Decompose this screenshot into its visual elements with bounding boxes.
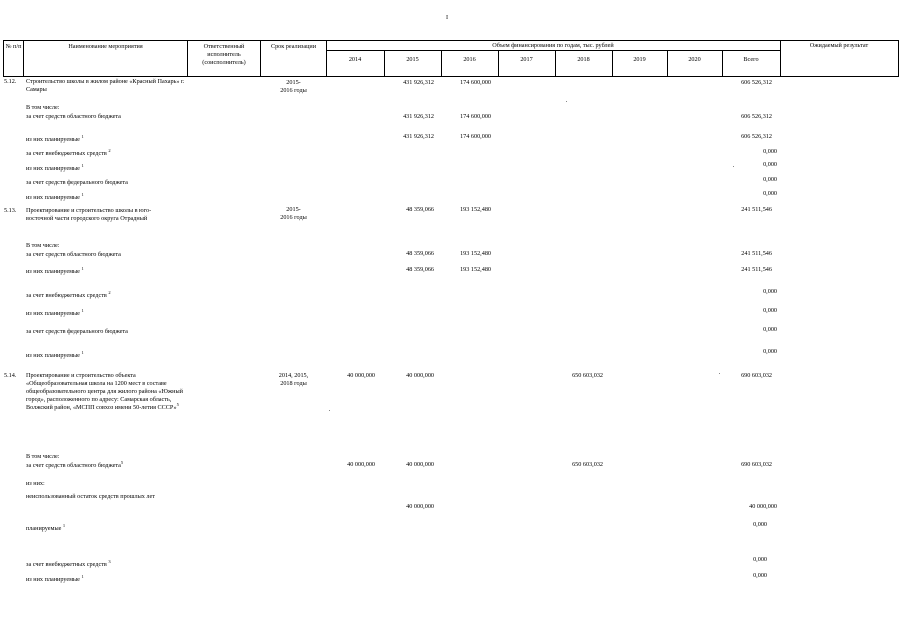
footnote-1: 1 [62, 523, 66, 528]
row-513-l2-2015: 48 359,066 [406, 266, 434, 273]
footnote-1: 1 [81, 266, 84, 271]
row-513-l5: за счет средств федерального бюджета [26, 328, 128, 335]
row-513-l6-text: из них планируемые [26, 352, 80, 359]
row-512-l6 [26, 194, 84, 202]
row-513-l3-total: 0,000 [763, 288, 777, 295]
row-512-num: 5.12. [4, 78, 17, 85]
row-513-l2-text: из них планируемые [26, 268, 80, 275]
row-514-name-text: Проектирование и строительство объекта «Общеобразовательная школа на 1200 мест в составе общеобразовательного центра для жилого района «Южный город», расположенного по адресу: Самарская область, Волжский район, «МСПП совхоз имени 50-летия СССР» [26, 372, 183, 411]
row-512-l2-2016: 174 600,000 [460, 133, 491, 140]
row-512-2015: 431 926,312 [403, 79, 434, 86]
footnote-3: 3 [108, 559, 111, 564]
row-514-l5-total: 0,000 [753, 556, 767, 563]
row-514-l1-2015: 40 000,000 [406, 461, 434, 468]
row-513-l3-text: за счет внебюджетных средств [26, 292, 107, 299]
row-514-l6 [26, 576, 84, 584]
row-514-2014: 40 000,000 [347, 372, 375, 379]
row-512-l1-2016: 174 600,000 [460, 113, 491, 120]
row-513-total: 241 511,546 [741, 206, 772, 213]
row-514-l6-total: 0,000 [753, 572, 767, 579]
footnote-2: 2 [108, 148, 111, 153]
row-512-l3-total: 0,000 [763, 148, 777, 155]
year-2020: 2020 [688, 56, 701, 63]
row-513-term: 2015- 2016 годы [280, 206, 307, 221]
row-514-l3-2015: 40 000,000 [406, 503, 434, 510]
row-513-2016: 193 152,480 [460, 206, 491, 213]
year-2014: 2014 [348, 56, 362, 63]
scan-speck [719, 373, 720, 374]
footnote-1: 1 [81, 134, 84, 139]
row-514-l1-2018: 650 603,032 [572, 461, 603, 468]
scan-speck [733, 166, 734, 167]
row-512-l3-text: за счет внебюджетных средств [26, 150, 107, 157]
year-total: Всего [743, 56, 759, 63]
row-513-l1-2016: 193 152,480 [460, 250, 491, 257]
footnote-1: 1 [81, 574, 84, 579]
row-512-l1-2015: 431 926,312 [403, 113, 434, 120]
footnote-5: 5 [120, 460, 124, 465]
row-514-l1-2014: 40 000,000 [347, 461, 375, 468]
row-513-l4 [26, 310, 84, 318]
row-513-l2 [26, 268, 84, 276]
row-513-l3 [26, 292, 111, 300]
table-top-border [3, 40, 899, 41]
row-512-l2 [26, 136, 84, 144]
header-term: Срок реализации [270, 43, 317, 50]
header-name: Наименование мероприятия [68, 43, 143, 50]
row-512-l4-total: 0,000 [763, 161, 777, 168]
row-512-l1-total: 606 526,312 [741, 113, 772, 120]
row-512-2016: 174 600,000 [460, 79, 491, 86]
scan-speck [329, 410, 330, 411]
header-result: Ожидаемый результат [809, 42, 869, 49]
row-513-l1: за счет средств областного бюджета [26, 251, 121, 258]
header-num: № п/п [5, 43, 22, 50]
page-mark: I [446, 14, 449, 21]
row-512-l5: за счет средств федерального бюджета [26, 179, 128, 186]
row-514-num: 5.14. [4, 372, 17, 379]
col-line-name [187, 40, 188, 77]
row-514-l5 [26, 561, 111, 569]
row-512-l2-total: 606 526,312 [741, 133, 772, 140]
header-responsible: Ответственный исполнитель (соисполнитель) [202, 43, 246, 66]
row-513-l6 [26, 352, 84, 360]
year-2019: 2019 [633, 56, 646, 63]
footnote-1: 1 [81, 308, 84, 313]
row-514-l4-total: 0,000 [753, 521, 767, 528]
row-514-l6-text: из них планируемые [26, 576, 80, 583]
row-512-l2-text: из них планируемые [26, 136, 80, 143]
row-514-l1 [26, 462, 123, 470]
row-512-incl: В том числе: [26, 104, 60, 111]
row-513-num: 5.13. [4, 207, 17, 214]
row-513-incl: В том числе: [26, 242, 60, 249]
row-514-l1-total: 690 603,032 [741, 461, 772, 468]
footnote-1: 1 [81, 350, 84, 355]
row-514-2015: 40 000,000 [406, 372, 434, 379]
col-line-right [898, 40, 899, 77]
row-514-l1-text: за счет средств областного бюджета [26, 462, 121, 469]
footnote-1: 1 [81, 163, 84, 168]
row-513-l4-text: из них планируемые [26, 310, 80, 317]
row-512-name: Строительство школы в жилом районе «Красный Пахарь» г. Самары [26, 78, 185, 93]
row-513-l2-total: 241 511,546 [741, 266, 772, 273]
row-513-l5-total: 0,000 [763, 326, 777, 333]
row-514-l4-text: планируемые [26, 525, 62, 532]
row-514-l3-total: 40 000,000 [749, 503, 777, 510]
funding-subheader-line [326, 50, 780, 51]
row-512-l6-text: из них планируемые [26, 194, 80, 201]
row-512-total: 606 526,312 [741, 79, 772, 86]
row-512-l4-text: из них планируемые [26, 165, 80, 172]
row-512-l1: за счет средств областного бюджета [26, 113, 121, 120]
row-514-l2: из них: [26, 480, 45, 487]
row-514-term: 2014, 2015, 2018 годы [278, 372, 309, 387]
row-514-name [26, 372, 186, 412]
row-512-l6-total: 0,000 [763, 190, 777, 197]
table-header-bottom-border [3, 76, 899, 77]
row-512-term: 2015- 2016 годы [280, 79, 307, 94]
row-514-l4 [26, 525, 65, 533]
row-514-l5-text: за счет внебюджетных средств [26, 561, 107, 568]
footnote-1: 1 [81, 192, 84, 197]
row-514-2018: 650 603,032 [572, 372, 603, 379]
row-512-l5-total: 0,000 [763, 176, 777, 183]
row-513-l6-total: 0,000 [763, 348, 777, 355]
row-513-l1-2015: 48 359,066 [406, 250, 434, 257]
row-514-total: 690 603,032 [741, 372, 772, 379]
footnote-5: 5 [176, 402, 179, 407]
year-2015: 2015 [406, 56, 419, 63]
year-2016: 2016 [463, 56, 476, 63]
row-513-name: Проектирование и строительство школы в юго-восточной части городского округа Отрадный [26, 207, 152, 222]
year-2018: 2018 [577, 56, 590, 63]
scan-speck [566, 101, 567, 102]
year-2017: 2017 [520, 56, 533, 63]
row-513-2015: 48 359,066 [406, 206, 434, 213]
row-512-l4 [26, 165, 84, 173]
row-512-l2-2015: 431 926,312 [403, 133, 434, 140]
header-funding: Объем финансирования по годам, тыс. рублей [492, 42, 614, 49]
row-514-incl: В том числе: [26, 453, 60, 460]
row-513-l1-total: 241 511,546 [741, 250, 772, 257]
row-513-l2-2016: 193 152,480 [460, 266, 491, 273]
row-514-l3: неиспользованный остаток средств прошлых лет [26, 493, 155, 500]
footnote-2: 2 [108, 290, 111, 295]
row-513-l4-total: 0,000 [763, 307, 777, 314]
row-512-l3 [26, 150, 111, 158]
